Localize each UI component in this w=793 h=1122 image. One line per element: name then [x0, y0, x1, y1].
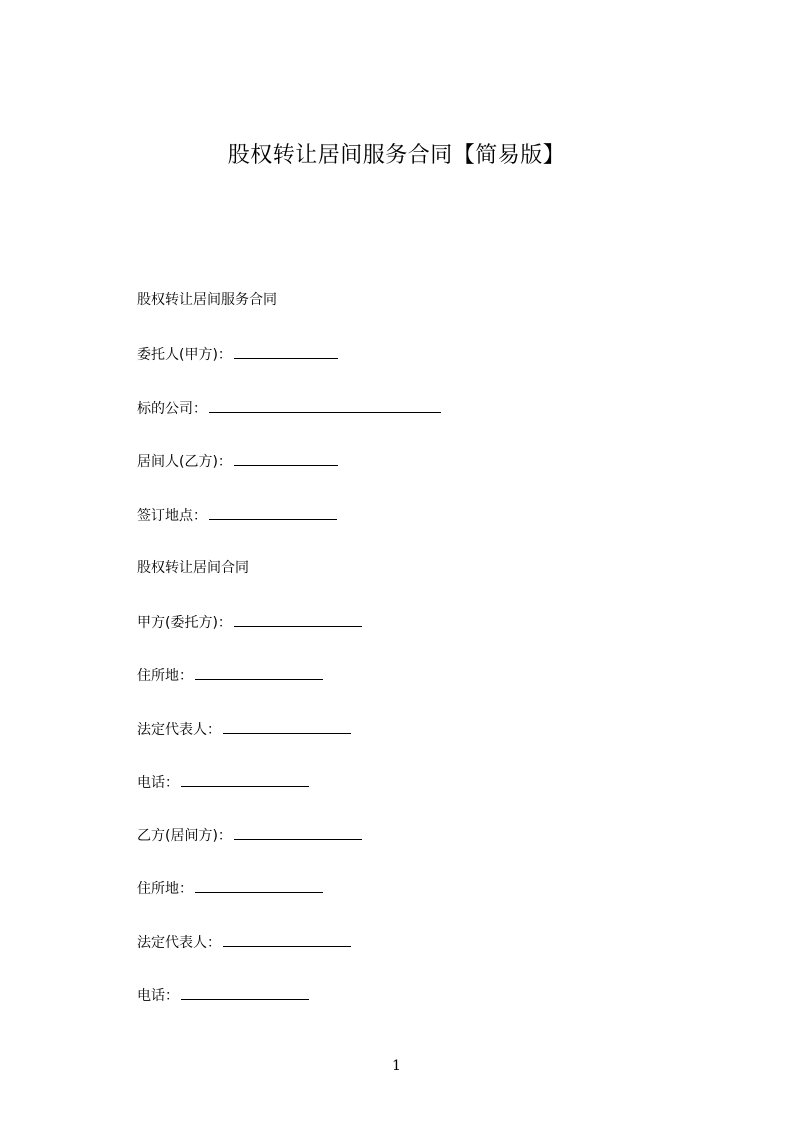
- field-party-a-phone: [137, 772, 309, 793]
- field-target-company: [137, 398, 441, 419]
- blank-line: [234, 612, 362, 627]
- blank-line: [181, 772, 309, 787]
- blank-line: [209, 505, 337, 520]
- field-party-b-intermediary: [137, 825, 362, 846]
- page-number: 1: [392, 1058, 401, 1074]
- blank-line: [223, 719, 351, 734]
- field-label: 乙方(居间方)：: [137, 828, 232, 844]
- field-party-b-phone: [137, 985, 309, 1006]
- field-label: 法定代表人：: [137, 722, 221, 738]
- field-label: 委托人(甲方)：: [137, 347, 232, 363]
- line-label: 股权转让居间合同: [137, 560, 249, 576]
- blank-line: [195, 665, 323, 680]
- field-label: 签订地点：: [137, 508, 207, 524]
- field-party-b-address: [137, 878, 323, 899]
- field-label: 甲方(委托方)：: [137, 615, 232, 631]
- field-party-a-principal: [137, 612, 362, 633]
- blank-line: [234, 344, 338, 359]
- field-label: 居间人(乙方)：: [137, 454, 232, 470]
- field-label: 电话：: [137, 988, 179, 1004]
- blank-line: [223, 932, 351, 947]
- blank-line: [234, 825, 362, 840]
- field-party-a-address: [137, 665, 323, 686]
- section-heading-intermediary-contract: [137, 558, 249, 578]
- field-label: 电话：: [137, 775, 179, 791]
- field-label: 标的公司：: [137, 401, 207, 417]
- field-label: 住所地：: [137, 881, 193, 897]
- line-label: 股权转让居间服务合同: [137, 292, 277, 308]
- blank-line: [181, 985, 309, 1000]
- blank-line: [195, 878, 323, 893]
- field-intermediary-party-b: [137, 451, 338, 472]
- field-label: 住所地：: [137, 668, 193, 684]
- field-label: 法定代表人：: [137, 935, 221, 951]
- field-signing-location: [137, 505, 337, 526]
- blank-line: [209, 398, 441, 413]
- section-heading-service-contract: [137, 290, 277, 310]
- field-party-a-legal-representative: [137, 719, 351, 740]
- field-principal-party-a: [137, 344, 338, 365]
- field-party-b-legal-representative: [137, 932, 351, 953]
- blank-line: [234, 451, 338, 466]
- document-title: 股权转让居间服务合同【简易版】: [227, 143, 566, 168]
